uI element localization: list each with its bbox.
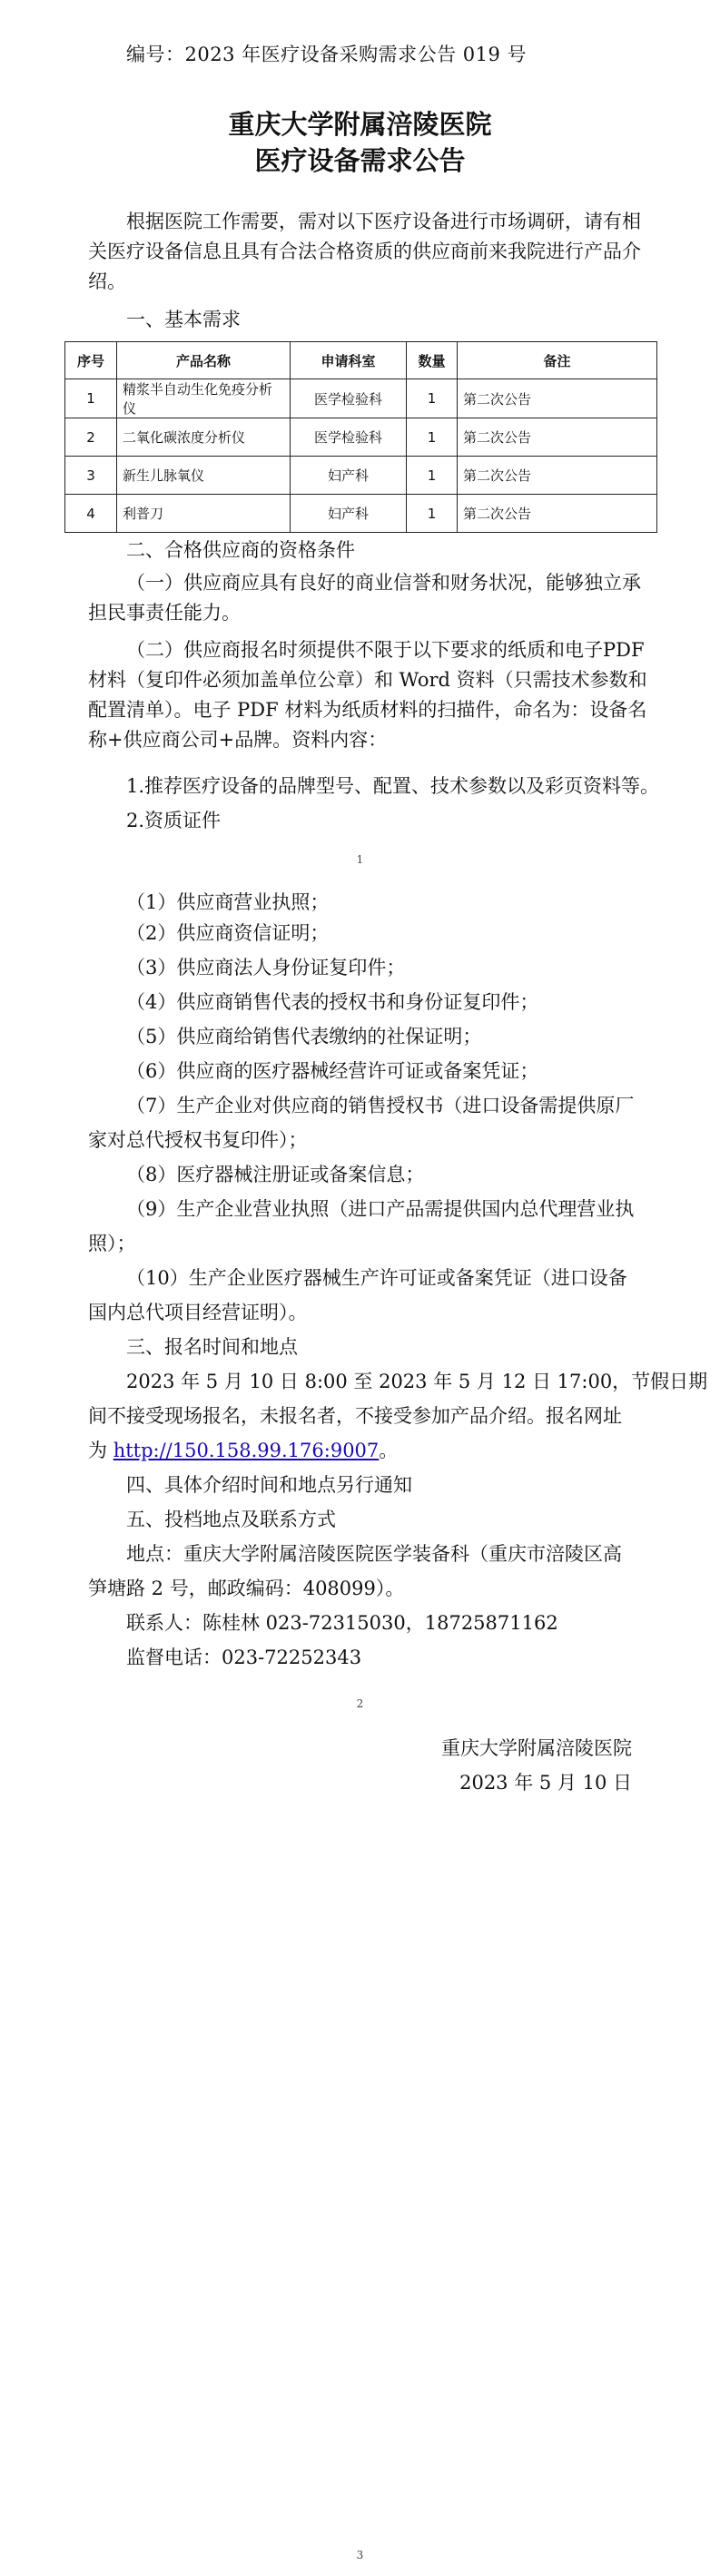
cell-note: 第二次公告: [458, 379, 657, 418]
qualification-item-continued: 家对总代授权书复印件）；: [88, 1129, 308, 1151]
section2-paragraph-2: （二）供应商报名时须提供不限于以下要求的纸质和电子PDF 材料（复印件必须加盖单位公章）和 Word 资料（只需技术参数和配置清单）。电子 PDF 材料为纸质材料的扫描件，命名为：设备名称+供应商公司+品牌。资料内容：: [88, 639, 647, 751]
qualification-item-continued: 国内总代项目经营证明）。: [88, 1302, 308, 1323]
cell-no: 2: [65, 418, 117, 457]
registration-time-line-2: 间不接受现场报名，未报名者，不接受参加产品介绍。报名网址: [88, 1405, 622, 1427]
cell-product: 二氧化碳浓度分析仪: [117, 418, 291, 457]
section5-heading: 五、投档地点及联系方式: [126, 1509, 336, 1530]
qualification-item: （6）供应商的医疗器械经营许可证或备案凭证；: [126, 1060, 539, 1082]
qualification-item: （9）生产企业营业执照（进口产品需提供国内总代理营业执: [126, 1198, 635, 1220]
section1-heading: 一、基本需求: [126, 309, 241, 330]
table-row: [65, 418, 657, 457]
qualification-item: （4）供应商销售代表的授权书和身份证复印件；: [126, 991, 539, 1013]
qualification-item: （3）供应商法人身份证复印件；: [126, 957, 406, 978]
section3-heading: 三、报名时间和地点: [126, 1336, 298, 1358]
cell-no: 1: [65, 379, 117, 418]
qualification-item: （5）供应商给销售代表缴纳的社保证明；: [126, 1026, 482, 1047]
cell-no: 3: [65, 457, 117, 495]
qualification-item: （7）生产企业对供应商的销售授权书（进口设备需提供原厂: [126, 1095, 635, 1116]
col-header-dept: 申请科室: [291, 342, 407, 379]
qualification-item: （1）供应商营业执照；: [126, 891, 330, 913]
announcement-serial: 编号：2023 年医疗设备采购需求公告 019 号: [126, 44, 528, 65]
cell-note: 第二次公告: [458, 457, 657, 495]
col-header-no: 序号: [65, 342, 117, 379]
materials-item-1: 1.推荐医疗设备的品牌型号、配置、技术参数以及彩页资料等。: [126, 775, 660, 797]
page-number-3: 3: [356, 2549, 364, 2561]
hospital-title: 重庆大学附属涪陵医院: [228, 109, 492, 140]
cell-product: 新生儿脉氧仪: [117, 457, 291, 495]
registration-time-line-1: 2023 年 5 月 10 日 8:00 至 2023 年 5 月 12 日 17:00，节假日期: [126, 1371, 708, 1392]
section2-paragraph-1: （一）供应商应具有良好的商业信誉和财务状况，能够独立承担民事责任能力。: [88, 572, 641, 624]
table-row: [65, 457, 657, 495]
address-line-1: 地点：重庆大学附属涪陵医院医学装备科（重庆市涪陵区高: [126, 1543, 622, 1565]
contact-line: 联系人：陈桂林 023-72315030，18725871162: [126, 1612, 558, 1634]
signature-org: 重庆大学附属涪陵医院: [441, 1737, 632, 1759]
table-row: [65, 495, 657, 533]
registration-url-link[interactable]: http://150.158.99.176:9007: [113, 1440, 380, 1461]
cell-dept: 妇产科: [291, 495, 407, 533]
cell-qty: 1: [407, 495, 458, 533]
intro-paragraph: 根据医院工作需要，需对以下医疗设备进行市场调研，请有相关医疗设备信息且具有合法合格资质的供应商前来我院进行产品介绍。: [88, 211, 641, 292]
cell-qty: 1: [407, 418, 458, 457]
cell-note: 第二次公告: [458, 418, 657, 457]
table-header-row: [65, 342, 657, 379]
cell-dept: 妇产科: [291, 457, 407, 495]
url-suffix: 。: [379, 1440, 399, 1461]
cell-no: 4: [65, 495, 117, 533]
col-header-qty: 数量: [407, 342, 458, 379]
cell-product: 精浆半自动生化免疫分析仪: [117, 379, 291, 418]
signature-date: 2023 年 5 月 10 日: [459, 1772, 632, 1794]
cell-dept: 医学检验科: [291, 379, 407, 418]
cell-note: 第二次公告: [458, 495, 657, 533]
page-number-1: 1: [356, 853, 364, 866]
page-number-2: 2: [356, 1697, 364, 1710]
supervision-phone-line: 监督电话：023-72252343: [126, 1647, 362, 1668]
qualification-item-continued: 照）；: [88, 1233, 136, 1254]
address-line-2: 笋塘路 2 号，邮政编码：408099）。: [88, 1578, 405, 1599]
registration-url-line: [88, 1436, 398, 1466]
materials-item-2: 2.资质证件: [126, 810, 222, 831]
section4-heading: 四、具体介绍时间和地点另行通知: [126, 1474, 412, 1496]
cell-qty: 1: [407, 457, 458, 495]
requirements-table: [64, 341, 657, 533]
col-header-product: 产品名称: [117, 342, 291, 379]
section2-heading: 二、合格供应商的资格条件: [126, 539, 355, 561]
qualification-item: （8）医疗器械注册证或备案信息；: [126, 1164, 425, 1185]
qualification-item: （2）供应商资信证明；: [126, 922, 330, 944]
url-prefix: 为: [88, 1440, 113, 1461]
announcement-title: 医疗设备需求公告: [254, 145, 466, 176]
table-row: [65, 379, 657, 418]
qualification-item: （10）生产企业医疗器械生产许可证或备案凭证（进口设备: [126, 1267, 627, 1289]
col-header-note: 备注: [458, 342, 657, 379]
cell-qty: 1: [407, 379, 458, 418]
cell-dept: 医学检验科: [291, 418, 407, 457]
cell-product: 利普刀: [117, 495, 291, 533]
